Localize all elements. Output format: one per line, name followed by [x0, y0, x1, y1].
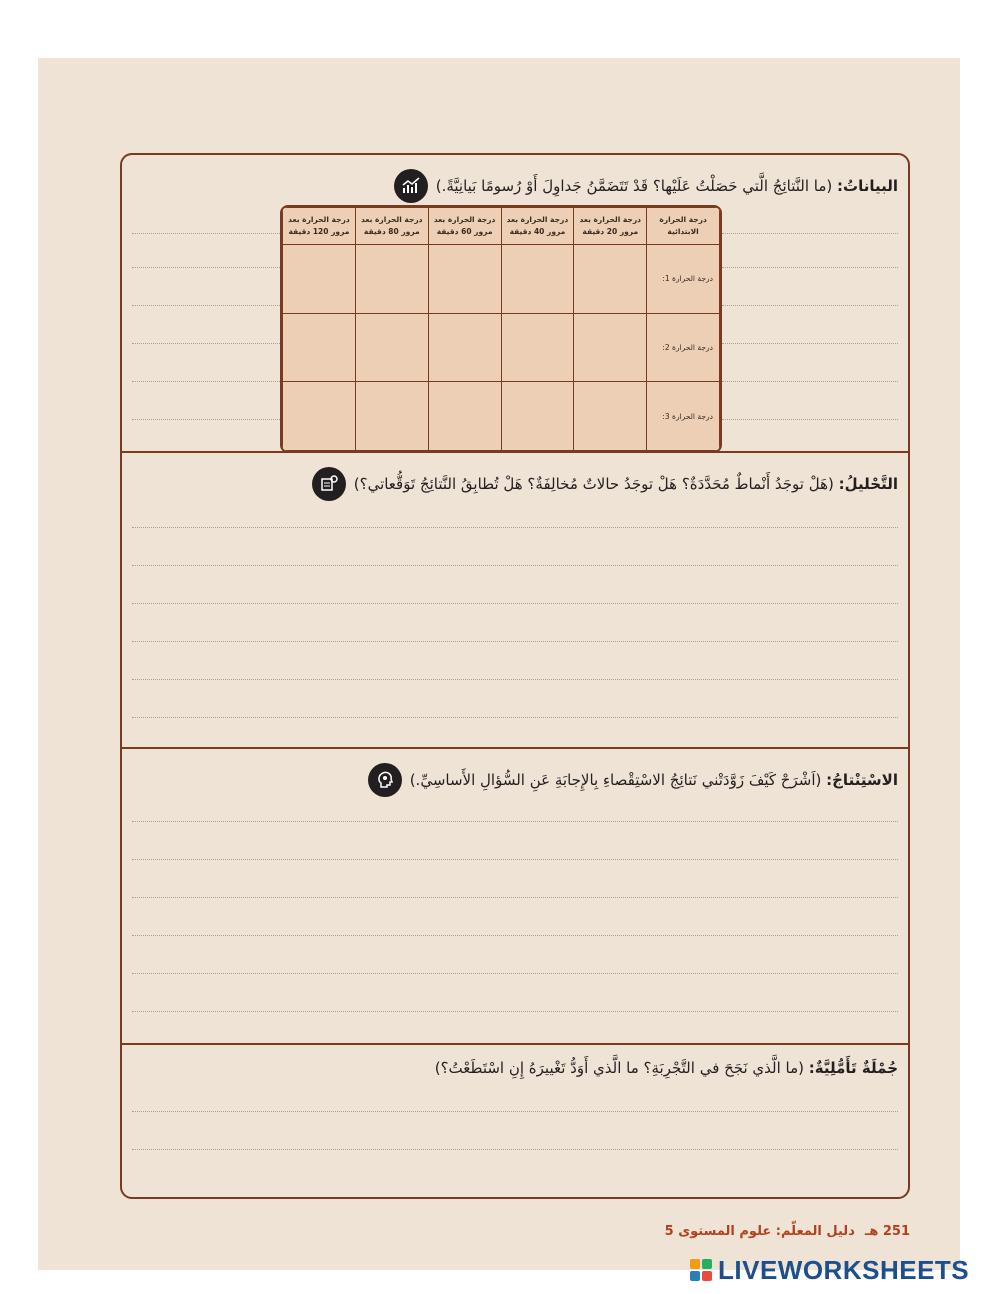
reflection-heading: [435, 1059, 898, 1077]
answer-line[interactable]: [132, 1011, 898, 1012]
answer-cell[interactable]: [355, 313, 428, 382]
answer-cell[interactable]: [501, 382, 574, 451]
answer-line[interactable]: [132, 565, 898, 566]
row-label: درجة الحرارة 2:: [647, 313, 720, 382]
head-idea-icon: [368, 763, 402, 797]
conclusion-prompt: (اَشْرَحْ كَيْفَ زَوَّدَتْني نَتائِجُ الاسْتِقْصاءِ بِالإِجابَةِ عَنِ السُّؤالِ الأَساسِيِّ.): [409, 771, 822, 789]
answer-cell[interactable]: [574, 245, 647, 314]
table-header-cell: درجة الحرارة بعد مرور 120 دقيقة: [283, 208, 356, 245]
answer-line[interactable]: [132, 935, 898, 936]
answer-line[interactable]: [132, 859, 898, 860]
analysis-heading: [312, 467, 898, 501]
table-row: [283, 313, 720, 382]
temperature-table: [280, 205, 722, 453]
answer-line: [722, 343, 898, 344]
conclusion-title: الاسْتِنْتاجُ:: [826, 771, 898, 789]
reflection-heading-text: [435, 1059, 898, 1077]
table-header-cell: درجة الحرارة الابتدائية: [647, 208, 720, 245]
answer-line[interactable]: [132, 897, 898, 898]
answer-line: [722, 267, 898, 268]
answer-line[interactable]: [132, 641, 898, 642]
row-label: درجة الحرارة 3:: [647, 382, 720, 451]
table-header-cell: درجة الحرارة بعد مرور 20 دقيقة: [574, 208, 647, 245]
book-title: دليل المعلّم: علوم المستوى 5: [664, 1224, 855, 1239]
answer-line[interactable]: [132, 1149, 898, 1150]
page-number: 251 هـ: [864, 1224, 910, 1239]
conclusion-section: [122, 749, 908, 1043]
analysis-heading-text: [354, 475, 898, 493]
answer-cell[interactable]: [283, 382, 356, 451]
data-section: [122, 155, 908, 451]
conclusion-heading: [368, 763, 898, 797]
answer-line[interactable]: [132, 973, 898, 974]
reflection-prompt: (ما الَّذي نَجَحَ في التَّجْرِبَةِ؟ ما الَّذي أَوَدُّ تَغْييرَهُ إِنِ اسْتَطَعْتُ؟): [434, 1059, 805, 1077]
answer-cell[interactable]: [574, 313, 647, 382]
answer-cell[interactable]: [574, 382, 647, 451]
reflection-title: جُمْلَةٌ تَأَمُّلِيَّةٌ:: [808, 1059, 898, 1077]
watermark-text: LIVEWORKSHEETS: [718, 1254, 970, 1285]
answer-line[interactable]: [132, 821, 898, 822]
chart-icon: [394, 169, 428, 203]
data-heading-text: [436, 177, 898, 195]
answer-cell[interactable]: [355, 382, 428, 451]
data-prompt: (ما النَّتائِجُ الَّتي حَصَلْتُ عَلَيْها؟ قَدْ تَتَضَمَّنُ جَداوِلَ أَوْ رُسومًا بَيانِيَّةً.): [435, 177, 833, 195]
answer-cell[interactable]: [283, 245, 356, 314]
table-header-cell: درجة الحرارة بعد مرور 40 دقيقة: [501, 208, 574, 245]
table-header-row: [283, 208, 720, 245]
answer-line[interactable]: [132, 717, 898, 718]
answer-cell[interactable]: [355, 245, 428, 314]
answer-line[interactable]: [132, 527, 898, 528]
row-label: درجة الحرارة 1:: [647, 245, 720, 314]
liveworksheets-watermark: [690, 1255, 990, 1285]
page-footer: [620, 1224, 910, 1239]
analysis-section: [122, 453, 908, 747]
table-header-cell: درجة الحرارة بعد مرور 60 دقيقة: [428, 208, 501, 245]
table-row: [283, 382, 720, 451]
answer-cell[interactable]: [283, 313, 356, 382]
answer-line[interactable]: [132, 1111, 898, 1112]
answer-cell[interactable]: [501, 245, 574, 314]
answer-cell[interactable]: [428, 382, 501, 451]
answer-line: [722, 419, 898, 420]
answer-cell[interactable]: [501, 313, 574, 382]
liveworksheets-logo-icon: [690, 1259, 712, 1281]
answer-line[interactable]: [132, 603, 898, 604]
analysis-icon: [312, 467, 346, 501]
conclusion-heading-text: [410, 771, 898, 789]
answer-line: [722, 305, 898, 306]
data-title: البياناتُ:: [837, 177, 898, 195]
answer-line[interactable]: [132, 679, 898, 680]
analysis-prompt: (هَلْ توجَدُ أَنْماطٌ مُحَدَّدَةٌ؟ هَلْ توجَدُ حالاتٌ مُخالِفَةٌ؟ هَلْ تُطابِقُ النَّتائِجُ تَوَقُّعاتي؟): [353, 475, 834, 493]
answer-line: [722, 381, 898, 382]
answer-cell[interactable]: [428, 313, 501, 382]
data-heading: [394, 169, 898, 203]
analysis-title: التَّحْليلُ:: [838, 475, 898, 493]
answer-line: [722, 233, 898, 234]
answer-cell[interactable]: [428, 245, 501, 314]
worksheet-frame: [120, 153, 910, 1199]
table-row: [283, 245, 720, 314]
table-header-cell: درجة الحرارة بعد مرور 80 دقيقة: [355, 208, 428, 245]
reflection-section: [122, 1045, 908, 1197]
